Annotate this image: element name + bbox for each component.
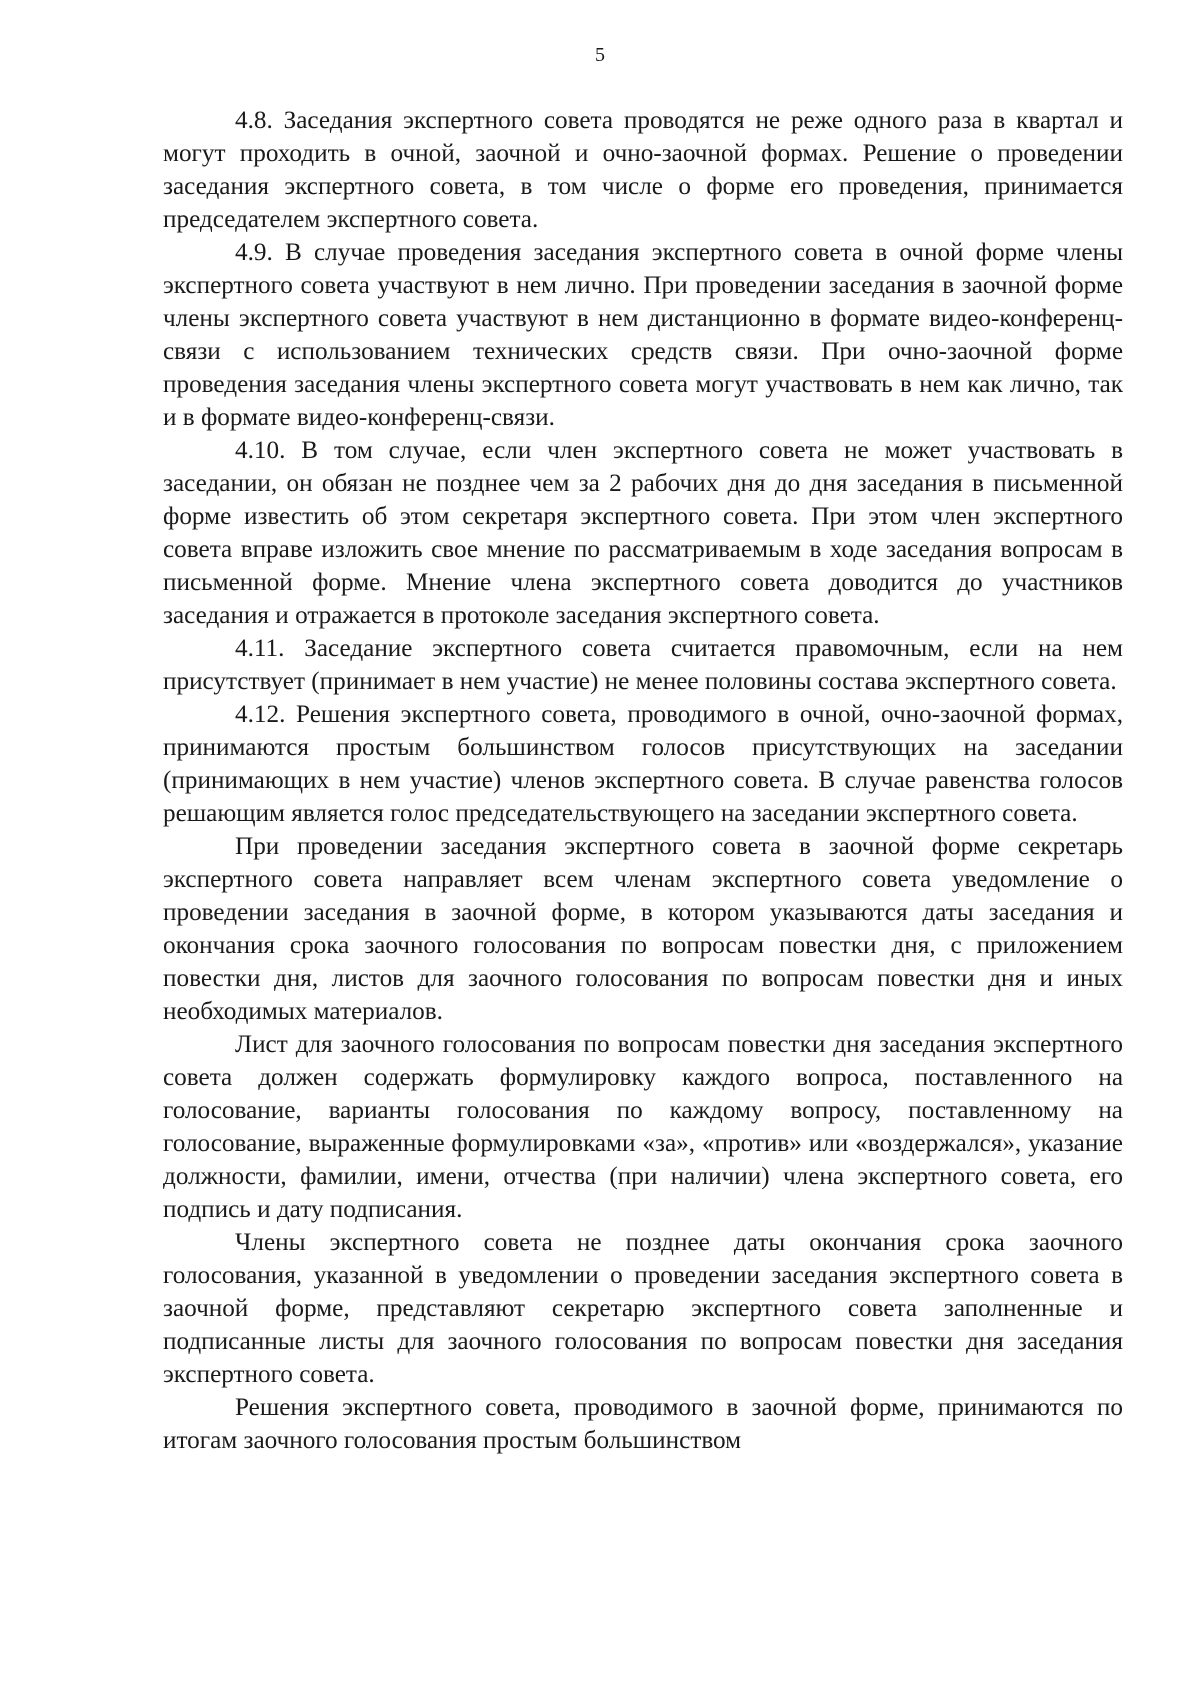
paragraph-4-12: 4.12. Решения экспертного совета, проводимого в очной, очно-заочной формах, принимаются простым большинством голосов присутствующих на заседании (принимающих в нем участие) членов экспертного совета. В случае равенства голосов решающим является голос председательствующего на заседании экспертного совета. [163,701,1123,827]
document-body [163,104,1123,1457]
paragraph-4-11: 4.11. Заседание экспертного совета считается правомочным, если на нем присутствует (принимает в нем участие) не менее половины состава экспертного совета. [163,635,1123,695]
paragraph-4-8: 4.8. Заседания экспертного совета проводятся не реже одного раза в квартал и могут проходить в очной, заочной и очно-заочной формах. Решение о проведении заседания экспертного совета, в том числе о форме его проведения, принимается председателем экспертного совета. [163,107,1123,233]
paragraph-absentee-notice: При проведении заседания экспертного совета в заочной форме секретарь экспертного совета направляет всем членам экспертного совета уведомление о проведении заседания в заочной форме, в котором указываются даты заседания и окончания срока заочного голосования по вопросам повестки дня, с приложением повестки дня, листов для заочного голосования по вопросам повестки дня и иных необходимых материалов. [163,833,1123,1025]
page-number: 5 [595,44,605,66]
paragraph-4-9: 4.9. В случае проведения заседания экспертного совета в очной форме члены экспертного совета участвуют в нем лично. При проведении заседания в заочной форме члены экспертного совета участвуют в нем дистанционно в формате видео-конференц-связи с использованием технических средств связи. При очно-заочной форме проведения заседания члены экспертного совета могут участвовать в нем как лично, так и в формате видео-конференц-связи. [163,239,1123,431]
paragraph-absentee-decisions: Решения экспертного совета, проводимого в заочной форме, принимаются по итогам заочного голосования простым большинством [163,1394,1123,1454]
paragraph-submission: Члены экспертного совета не позднее даты окончания срока заочного голосования, указанной в уведомлении о проведении заседания экспертного совета в заочной форме, представляют секретарю экспертного совета заполненные и подписанные листы для заочного голосования по вопросам повестки дня заседания экспертного совета. [163,1229,1123,1388]
paragraph-voting-sheet: Лист для заочного голосования по вопросам повестки дня заседания экспертного совета должен содержать формулировку каждого вопроса, поставленного на голосование, варианты голосования по каждому вопросу, поставленному на голосование, выраженные формулировками «за», «против» или «воздержался», указание должности, фамилии, имени, отчества (при наличии) члена экспертного совета, его подпись и дату подписания. [163,1031,1123,1223]
paragraph-4-10: 4.10. В том случае, если член экспертного совета не может участвовать в заседании, он обязан не позднее чем за 2 рабочих дня до дня заседания в письменной форме известить об этом секретаря экспертного совета. При этом член экспертного совета вправе изложить свое мнение по рассматриваемым в ходе заседания вопросам в письменной форме. Мнение члена экспертного совета доводится до участников заседания и отражается в протоколе заседания экспертного совета. [163,437,1123,629]
